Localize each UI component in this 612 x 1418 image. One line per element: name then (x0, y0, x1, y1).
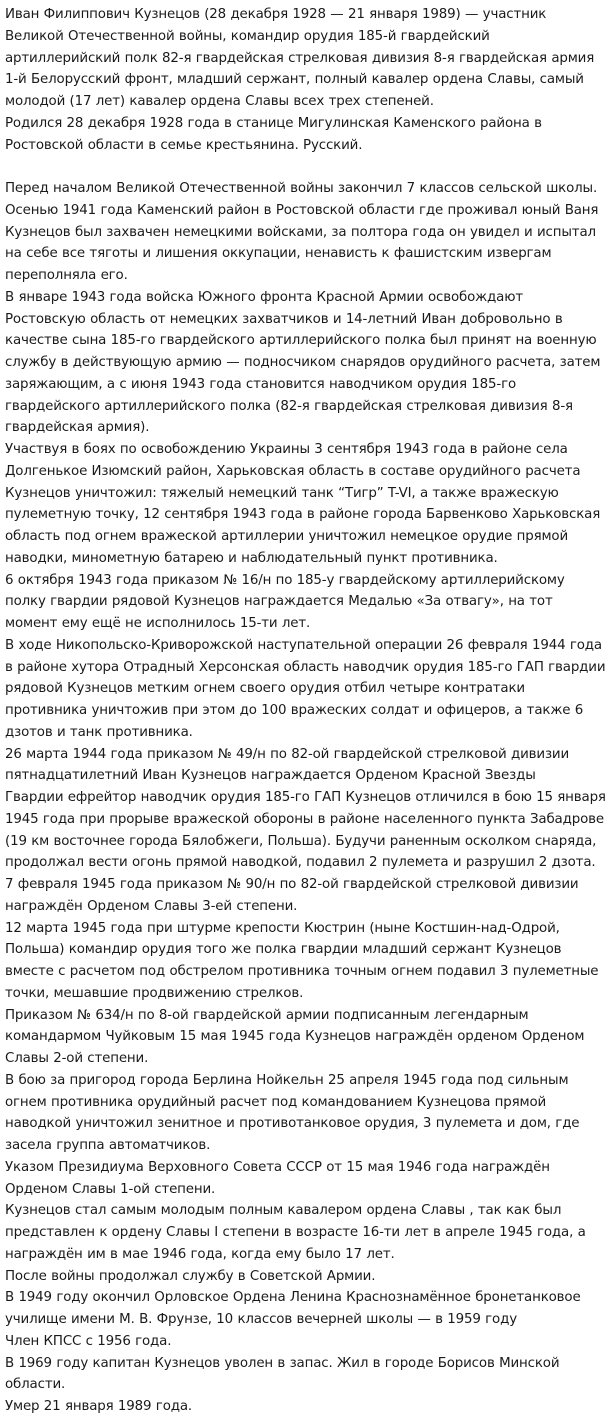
bio-paragraph: В 1969 году капитан Кузнецов уволен в запас. Жил в городе Борисов Минской области. (5, 1355, 560, 1393)
bio-paragraph: После войны продолжал службу в Советской Армии. (5, 1268, 376, 1284)
bio-paragraph: 26 марта 1944 года приказом № 49/н по 82-ой гвардейской стрелковой дивизии пятнадцатилетний Иван Кузнецов награждается Орденом Красной Звезды (5, 746, 570, 784)
bio-paragraph: Умер 21 января 1989 года. (5, 1399, 193, 1414)
bio-paragraph: В бою за пригород города Берлина Нойкельн 25 апреля 1945 года под сильным огнем противника орудийный расчет под командованием Кузнецова прямой наводкой уничтожил зенитное и противотанковое орудия, 3 пулемета и дом, где засела группа автоматчиков. (5, 1072, 580, 1153)
bio-paragraph: Указом Президиума Верховного Совета СССР от 15 мая 1946 года награждён Орденом Славы 1-ой степени. (5, 1159, 550, 1197)
bio-paragraph: Гвардии ефрейтор наводчик орудия 185-го ГАП Кузнецов отличился в бою 15 января 1945 года при прорыве вражеской обороны в районе населенного пункта Забадрове (19 км восточнее города Бялобжеги, Польша). Будучи раненным осколком снаряда, продолжал вести огонь прямой наводкой, подавил 2 пулемета и разрушил 2 дзота. (5, 790, 606, 871)
bio-paragraph: 12 марта 1945 года при штурме крепости Кюстрин (ныне Костшин-над-Одрой, Польша) командир орудия того же полка гвардии младший сержант Кузнецов вместе с расчетом под обстрелом противника точным огнем подавил 3 пулеметные точки, мешавшие продвижению стрелков. (5, 920, 599, 1001)
intro-section (5, 4, 608, 156)
section-gap (5, 156, 608, 178)
bio-paragraph: В январе 1943 года войска Южного фронта Красной Армии освобождают Ростовскую область от немецких захватчиков и 14-летний Иван добровольно в качестве сына 185-го гвардейского артиллерийского полка был принят на военную службу в действующую армию — подносчиком снарядов орудийного расчета, затем заряжающим, а с июня 1943 года становится наводчиком орудия 185-го гвардейского артиллерийского полка (82-я гвардейская стрелковая дивизия 8-я гвардейская армия). (5, 289, 601, 436)
bio-paragraph: Приказом № 634/н по 8-ой гвардейской армии подписанным легендарным командармом Чуйковым 15 мая 1945 года Кузнецов награждён орденом Орденом Славы 2-ой степени. (5, 1007, 585, 1066)
bio-paragraph: Перед началом Великой Отечественной войны закончил 7 классов сельской школы. Осенью 1941 года Каменский район в Ростовской области где проживал юный Ваня Кузнецов был захвачен немецкими войсками, за полтора года он увидел и испытал на себе все тяготы и лишения оккупации, ненависть к фашистским извергам переполняла его. (5, 181, 599, 283)
biography-section (5, 178, 608, 1418)
bio-paragraph: Участвуя в боях по освобождению Украины 3 сентября 1943 года в районе села Долгенькое Изюмский район, Харьковская область в составе орудийного расчета Кузнецов уничтожил: тяжелый немецкий танк “Тигр” T-VI, а также вражескую пулеметную точку, 12 сентября 1943 года в районе города Барвенково Харьковская область под огнем вражеской артиллерии уничтожил немецкое орудие прямой наводки, минометную батарею и наблюдательный пункт противника. (5, 442, 601, 566)
bio-paragraph: В 1949 году окончил Орловское Ордена Ленина Краснознамённое бронетанковое училище имени М. В. Фрунзе, 10 классов вечерней школы — в 1959 году (5, 1290, 581, 1327)
intro-paragraph: Иван Филиппович Кузнецов (28 декабря 1928 — 21 января 1989) — участник Великой Отечественной войны, командир орудия 185-й гвардейский артиллерийский полк 82-я гвардейская стрелковая дивизия 8-я гвардейская армия 1-й Белорусский фронт, младший сержант, полный кавалер ордена Славы, самый молодой (17 лет) кавалер ордена Славы всех трех степеней. (5, 7, 595, 109)
bio-paragraph: Член КПСС с 1956 года. (5, 1333, 172, 1349)
bio-paragraph: Кузнецов стал самым молодым полным кавалером ордена Славы , так как был представлен к ордену Славы I степени в возрасте 16-ти лет в апреле 1945 года, а награждён им в мае 1946 года, когда ему было 17 лет. (5, 1203, 586, 1262)
bio-paragraph: 7 февраля 1945 года приказом № 90/н по 82-ой гвардейской стрелковой дивизии награждён Орденом Славы 3-ей степени. (5, 877, 579, 914)
birth-paragraph: Родился 28 декабря 1928 года в станице Мигулинская Каменского района в Ростовской области в семье крестьянина. Русский. (5, 115, 542, 153)
bio-paragraph: 6 октября 1943 года приказом № 16/н по 185-у гвардейскому артиллерийскому полку гвардии рядовой Кузнецов награждается Медалью «За отвагу», на тот момент ему ещё не исполнилось 15-ти лет. (5, 572, 565, 631)
bio-paragraph: В ходе Никопольско-Криворожской наступательной операции 26 февраля 1944 года в районе хутора Отрадный Херсонская область наводчик орудия 185-го ГАП гвардии рядовой Кузнецов метким огнем своего орудия отбил четыре контратаки противника уничтожив при этом до 100 вражеских солдат и офицеров, а также 6 дзотов и танк противника. (5, 637, 606, 740)
